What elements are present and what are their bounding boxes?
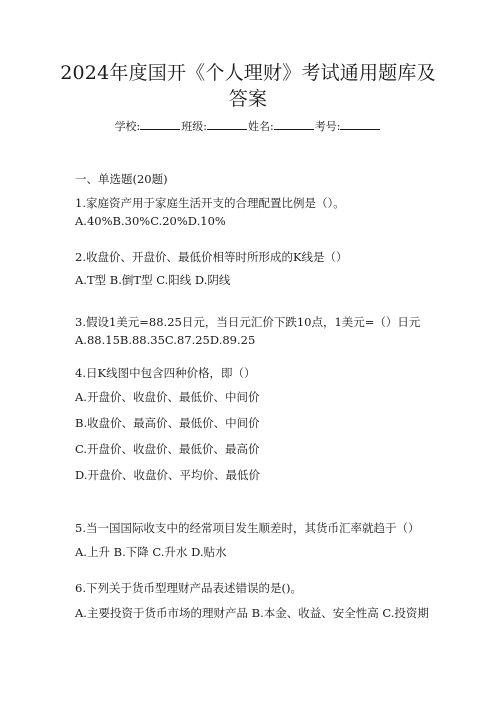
question-5: 5.当一国国际收支中的经常项目发生顺差时，其货币汇率就趋于（） bbox=[75, 521, 420, 535]
question-3: 3.假设1美元=88.25日元，当日元汇价下跌10点，1美元=（）日元 bbox=[75, 315, 421, 329]
section-heading: 一、单选题(20题) bbox=[75, 172, 168, 186]
question-4-option-d: D.开盘价、收盘价、平均价、最低价 bbox=[75, 468, 260, 482]
exam-no-blank bbox=[340, 119, 380, 130]
question-2-options: A.T型 B.倒T型 C.阳线 D.阴线 bbox=[75, 273, 231, 287]
question-1-options: A.40%B.30%C.20%D.10% bbox=[75, 214, 226, 228]
question-5-options: A.上升 B.下降 C.升水 D.贴水 bbox=[75, 545, 227, 559]
class-label: 班级: bbox=[181, 120, 207, 133]
question-4-option-c: C.开盘价、收盘价、最低价、最高价 bbox=[75, 442, 260, 456]
title-line-1: 2024年度国开《个人理财》考试通用题库及 bbox=[60, 62, 436, 84]
name-label: 姓名: bbox=[248, 120, 274, 133]
question-4-option-b: B.收盘价、最高价、最低价、中间价 bbox=[75, 416, 260, 430]
school-blank bbox=[140, 119, 180, 130]
question-4-option-a: A.开盘价、收盘价、最低价、中间价 bbox=[75, 390, 260, 404]
class-blank bbox=[207, 119, 247, 130]
student-info-row bbox=[0, 119, 496, 134]
question-4: 4.日K线图中包含四种价格，即（） bbox=[75, 366, 256, 380]
question-6-options: A.主要投资于货币市场的理财产品 B.本金、收益、安全性高 C.投资期 bbox=[75, 606, 429, 620]
title-line-2: 答案 bbox=[228, 88, 268, 110]
name-blank bbox=[274, 119, 314, 130]
question-6: 6.下列关于货币型理财产品表述错误的是()。 bbox=[75, 581, 302, 595]
question-2: 2.收盘价、开盘价、最低价相等时所形成的K线是（） bbox=[75, 250, 348, 264]
question-3-options: A.88.15B.88.35C.87.25D.89.25 bbox=[75, 333, 256, 347]
question-1: 1.家庭资产用于家庭生活开支的合理配置比例是（）。 bbox=[75, 196, 345, 210]
exam-no-label: 考号: bbox=[314, 120, 341, 133]
page-title bbox=[60, 60, 436, 112]
school-label: 学校: bbox=[114, 120, 141, 133]
